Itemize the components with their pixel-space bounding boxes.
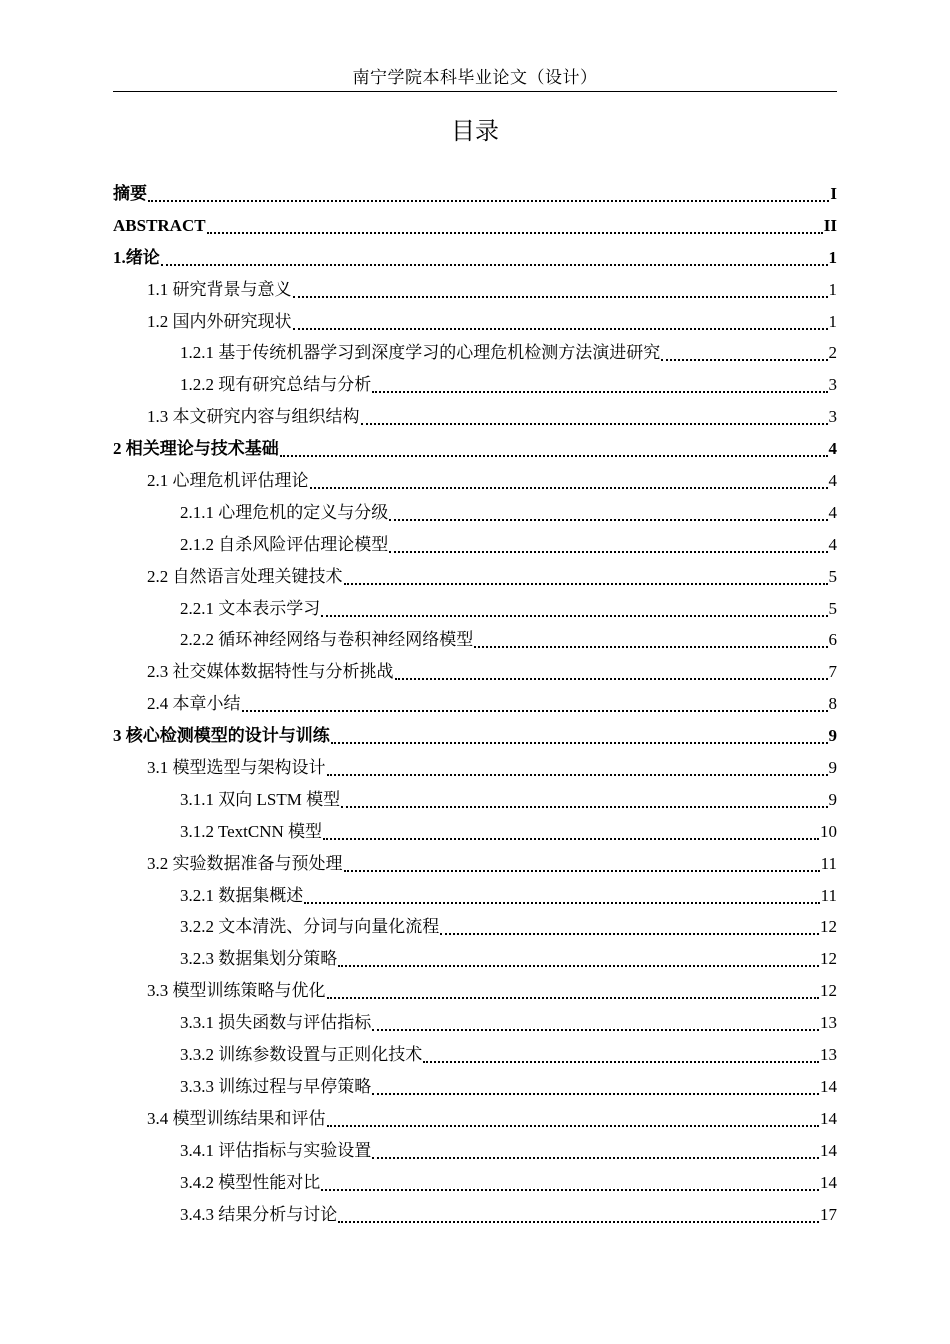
toc-entry-page-number: 1 [828, 311, 837, 331]
toc-entry[interactable] [113, 943, 837, 975]
toc-entry-label: 3.2 实验数据准备与预处理 [147, 853, 343, 873]
toc-entry-label: 3.1.1 双向 LSTM 模型 [180, 789, 341, 809]
toc-title: 目录 [451, 117, 499, 145]
dot-leader [161, 263, 828, 266]
toc-entry-label: 1.2.1 基于传统机器学习到深度学习的心理危机检测方法演进研究 [180, 343, 661, 363]
toc-entry-label: 2.1 心理危机评估理论 [147, 471, 309, 491]
toc-entry-page-number: 1 [828, 247, 837, 267]
toc-entry[interactable] [113, 593, 837, 625]
toc-entry-label: 2.2.2 循环神经网络与卷积神经网络模型 [180, 630, 474, 650]
toc-entry-page-number: 2 [828, 343, 837, 363]
toc-entry-page-number: 1 [828, 279, 837, 299]
toc-entry[interactable] [113, 369, 837, 401]
dot-leader [372, 1092, 819, 1095]
toc-entry[interactable] [113, 816, 837, 848]
toc-entry-page-number: 4 [828, 502, 837, 522]
toc-entry-label: 2.2.1 文本表示学习 [180, 598, 321, 618]
toc-entry[interactable] [113, 688, 837, 720]
toc-entry[interactable] [113, 242, 837, 274]
dot-leader [207, 231, 823, 234]
toc-entry[interactable] [113, 848, 837, 880]
dot-leader [372, 1028, 819, 1031]
toc-entry[interactable] [113, 337, 837, 369]
toc-entry[interactable] [113, 1039, 837, 1071]
dot-leader [338, 1220, 819, 1223]
dot-leader [321, 614, 827, 617]
toc-entry[interactable] [113, 497, 837, 529]
toc-entry-page-number: 4 [828, 534, 837, 554]
dot-leader [344, 869, 820, 872]
toc-entry-page-number: 3 [828, 407, 837, 427]
toc-entry-label: 1.绪论 [113, 247, 160, 267]
dot-leader [327, 773, 828, 776]
dot-leader [440, 932, 819, 935]
toc-entry-page-number: 14 [820, 1172, 837, 1192]
toc-entry-page-number: 3 [828, 375, 837, 395]
dot-leader [341, 805, 827, 808]
toc-entry[interactable] [113, 1103, 837, 1135]
toc-entry[interactable] [113, 784, 837, 816]
toc-entry-label: 3.2.3 数据集划分策略 [180, 949, 338, 969]
toc-entry[interactable] [113, 720, 837, 752]
toc-entry-page-number: 4 [828, 439, 837, 459]
toc-entry[interactable] [113, 656, 837, 688]
toc-entry-page-number: II [823, 215, 837, 235]
toc-entry-label: 1.2.2 现有研究总结与分析 [180, 375, 372, 395]
dot-leader [310, 486, 828, 489]
toc-entry-page-number: 10 [820, 821, 837, 841]
toc-entry-page-number: 13 [820, 1013, 837, 1033]
toc-entry-page-number: 17 [820, 1204, 837, 1224]
dot-leader [321, 1188, 819, 1191]
dot-leader [395, 677, 828, 680]
toc-entry-label: 3.4 模型训练结果和评估 [147, 1108, 326, 1128]
toc-entry-page-number: 14 [820, 1108, 837, 1128]
dot-leader [280, 454, 828, 457]
dot-leader [372, 1156, 819, 1159]
toc-entry[interactable] [113, 401, 837, 433]
toc-entry[interactable] [113, 1135, 837, 1167]
toc-entry-label: 3.4.2 模型性能对比 [180, 1172, 321, 1192]
toc-entry-page-number: 11 [820, 885, 837, 905]
toc-entry-label: 3.3.3 训练过程与早停策略 [180, 1076, 372, 1096]
dot-leader [323, 837, 819, 840]
toc-entry[interactable] [113, 1199, 837, 1231]
dot-leader [148, 199, 829, 202]
header-rule [113, 91, 837, 92]
toc-entry-page-number: 12 [820, 981, 837, 1001]
toc-entry-label: 2 相关理论与技术基础 [113, 439, 279, 459]
toc-entry-page-number: 11 [820, 853, 837, 873]
toc-entry-page-number: 9 [828, 726, 837, 746]
toc-entry-label: 3.3.2 训练参数设置与正则化技术 [180, 1045, 423, 1065]
toc-entry-label: ABSTRACT [113, 215, 206, 235]
toc-entry-label: 2.1.2 自杀风险评估理论模型 [180, 534, 389, 554]
toc-entry-label: 1.2 国内外研究现状 [147, 311, 292, 331]
toc-entry[interactable] [113, 433, 837, 465]
toc-entry-label: 3.4.1 评估指标与实验设置 [180, 1140, 372, 1160]
running-header: 南宁学院本科毕业论文（设计） [352, 68, 598, 87]
toc-entry[interactable] [113, 465, 837, 497]
toc-entry-label: 2.4 本章小结 [147, 694, 241, 714]
dot-leader [293, 327, 828, 330]
toc-entry-label: 3 核心检测模型的设计与训练 [113, 726, 330, 746]
toc-entry-page-number: 12 [820, 917, 837, 937]
toc-entry[interactable] [113, 880, 837, 912]
dot-leader [344, 582, 828, 585]
dot-leader [361, 422, 828, 425]
toc-entry-label: 摘要 [113, 184, 147, 203]
toc-entry-label: 3.2.2 文本清洗、分词与向量化流程 [180, 917, 440, 937]
toc-entry[interactable] [113, 529, 837, 561]
toc-entry-page-number: 9 [828, 758, 837, 778]
toc-entry[interactable] [113, 752, 837, 784]
toc-entry-page-number: 5 [828, 566, 837, 586]
toc-entry-page-number: 8 [828, 694, 837, 714]
toc-entry-page-number: 7 [828, 662, 837, 682]
toc-entry[interactable] [113, 306, 837, 338]
toc-entry-page-number: 6 [828, 630, 837, 650]
toc-entry-label: 2.3 社交媒体数据特性与分析挑战 [147, 662, 394, 682]
toc-entry[interactable] [113, 1071, 837, 1103]
toc-entry-label: 3.1 模型选型与架构设计 [147, 758, 326, 778]
dot-leader [327, 1124, 820, 1127]
toc-entry-label: 2.1.1 心理危机的定义与分级 [180, 502, 389, 522]
dot-leader [338, 964, 819, 967]
toc-entry[interactable] [113, 561, 837, 593]
dot-leader [293, 295, 828, 298]
toc-entry-label: 3.3.1 损失函数与评估指标 [180, 1013, 372, 1033]
toc-entry[interactable] [113, 1167, 837, 1199]
toc-entry-page-number: 12 [820, 949, 837, 969]
toc-entry-page-number: 4 [828, 471, 837, 491]
toc-entry-label: 1.1 研究背景与意义 [147, 279, 292, 299]
toc-entry-page-number: 14 [820, 1076, 837, 1096]
dot-leader [661, 358, 827, 361]
dot-leader [327, 996, 820, 999]
toc-entry[interactable] [113, 178, 837, 210]
toc-entry-label: 3.4.3 结果分析与讨论 [180, 1204, 338, 1224]
toc-entry-page-number: I [830, 184, 837, 203]
toc-entry-page-number: 14 [820, 1140, 837, 1160]
toc-entry-page-number: 13 [820, 1045, 837, 1065]
toc-entry-label: 3.3 模型训练策略与优化 [147, 981, 326, 1001]
dot-leader [389, 550, 827, 553]
toc-entry[interactable] [113, 624, 837, 656]
toc-entry-label: 3.2.1 数据集概述 [180, 885, 304, 905]
toc-entry-label: 2.2 自然语言处理关键技术 [147, 566, 343, 586]
dot-leader [474, 645, 827, 648]
toc-entry-page-number: 5 [828, 598, 837, 618]
toc-entry[interactable] [113, 1007, 837, 1039]
dot-leader [304, 901, 819, 904]
dot-leader [372, 390, 827, 393]
toc-entry-page-number: 9 [828, 789, 837, 809]
toc-entry[interactable] [113, 975, 837, 1007]
toc-entry[interactable] [113, 911, 837, 943]
dot-leader [389, 518, 827, 521]
toc-entry[interactable] [113, 210, 837, 242]
dot-leader [331, 741, 828, 744]
toc-entry[interactable] [113, 274, 837, 306]
dot-leader [423, 1060, 819, 1063]
table-of-contents [113, 178, 837, 1230]
dot-leader [242, 709, 828, 712]
toc-entry-label: 3.1.2 TextCNN 模型 [180, 821, 323, 841]
toc-entry-label: 1.3 本文研究内容与组织结构 [147, 407, 360, 427]
